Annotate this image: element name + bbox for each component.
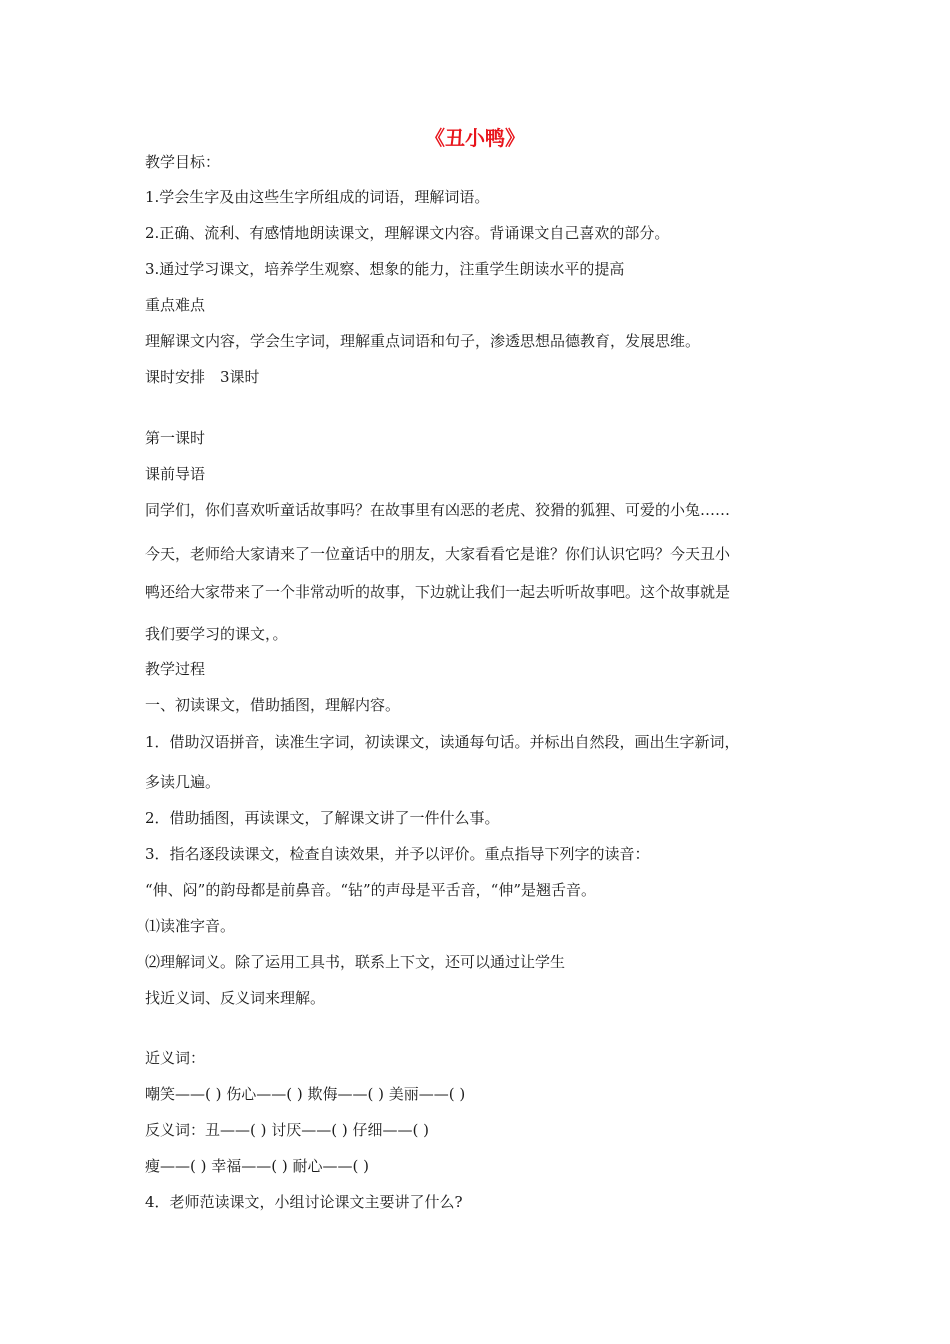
sub-item-2-line-2: 找近义词、反义词来理解。 — [145, 989, 326, 1007]
intro-line-4: 我们要学习的课文，。 — [145, 625, 288, 643]
step-1-line-1: 1．借助汉语拼音，读准生字词，初读课文，读通每句话。并标出自然段，画出生字新词， — [145, 733, 740, 751]
synonyms-line: 嘲笑——( ) 伤心——( ) 欺侮——( ) 美丽——( ) — [145, 1085, 466, 1103]
step-1-line-2: 多读几遍。 — [145, 773, 221, 791]
section-one-heading: 一、初读课文，借助插图，理解内容。 — [145, 696, 401, 714]
synonyms-heading: 近义词： — [145, 1049, 206, 1067]
intro-heading: 课前导语 — [145, 465, 206, 483]
key-points-heading: 重点难点 — [145, 296, 206, 314]
intro-line-3: 鸭还给大家带来了一个非常动听的故事，下边就让我们一起去听听故事吧。这个故事就是 — [145, 583, 731, 601]
document-title: 《丑小鸭》 — [425, 126, 525, 150]
step-3: 3．指名逐段读课文，检查自读效果，并予以评价。重点指导下列字的读音： — [145, 845, 650, 863]
intro-line-1: 同学们，你们喜欢听童话故事吗？在故事里有凶恶的老虎、狡猾的狐狸、可爱的小兔…… — [145, 501, 731, 519]
objective-item-1: 1.学会生字及由这些生字所组成的词语，理解词语。 — [145, 188, 490, 206]
antonyms-line-1: 反义词：丑——( ) 讨厌——( ) 仔细——( ) — [145, 1121, 429, 1139]
objective-item-3: 3.通过学习课文，培养学生观察、想象的能力，注重学生朗读水平的提高 — [145, 260, 625, 278]
objectives-heading: 教学目标： — [145, 153, 221, 171]
step-2: 2．借助插图，再读课文，了解课文讲了一件什么事。 — [145, 809, 500, 827]
pronunciation-note: “伸、闷”的韵母都是前鼻音。“钻”的声母是平舌音，“伸”是翘舌音。 — [145, 881, 597, 899]
intro-line-2: 今天，老师给大家请来了一位童话中的朋友，大家看看它是谁？你们认识它吗？今天丑小 — [145, 545, 731, 563]
sub-item-2-line-1: ⑵理解词义。除了运用工具书，联系上下文，还可以通过让学生 — [145, 953, 566, 971]
sub-item-1: ⑴读准字音。 — [145, 917, 236, 935]
key-points-text: 理解课文内容，学会生字词，理解重点词语和句子，渗透思想品德教育，发展思维。 — [145, 332, 701, 350]
process-heading: 教学过程 — [145, 660, 206, 678]
antonyms-line-2: 瘦——( ) 幸福——( ) 耐心——( ) — [145, 1157, 369, 1175]
schedule-line: 课时安排 3课时 — [145, 368, 260, 386]
objective-item-2: 2.正确、流利、有感情地朗读课文，理解课文内容。背诵课文自己喜欢的部分。 — [145, 224, 670, 242]
lesson-one-heading: 第一课时 — [145, 429, 206, 447]
step-4: 4．老师范读课文，小组讨论课文主要讲了什么? — [145, 1193, 463, 1211]
